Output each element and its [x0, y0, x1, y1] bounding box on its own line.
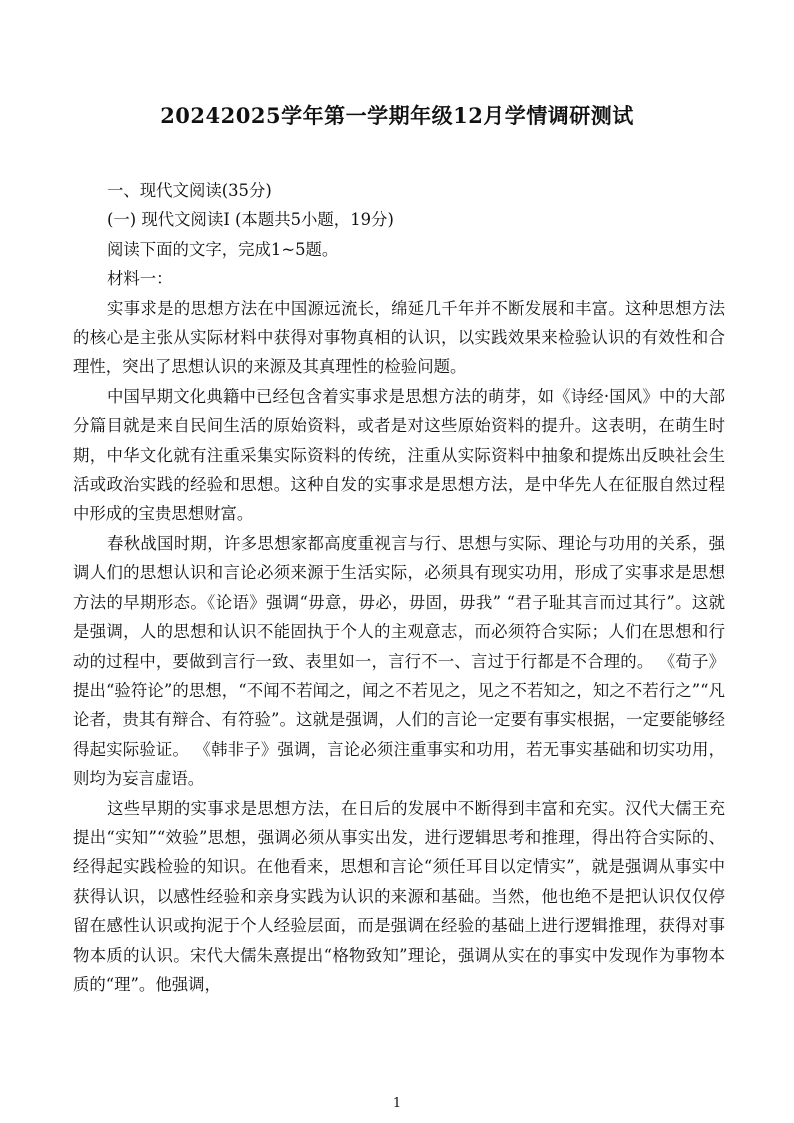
page-title: 20242025学年第一学期年级12月学情调研测试: [160, 103, 634, 128]
subsection-heading: (一) 现代文阅读I (本题共5小题，19分): [107, 210, 394, 230]
page-number: 1: [392, 1096, 402, 1111]
section-heading: 一、现代文阅读(35分): [107, 181, 272, 200]
paragraph-4: 这些早期的实事求是思想方法，在日后的发展中不断得到丰富和充实。汉代大儒王充提出“实知”“效验”思想，强调必须从事实出发，进行逻辑思考和推理，得出符合实际的、经得起实践检验的知识。在他看来，思想和言论“须任耳目以定情实”，就是强调从事实中获得认识，以感性经验和亲身实践为认识的来源和基础。当然，他也绝不是把认识仅仅停留在感性认识或拘泥于个人经验层面，而是强调在经验的基础上进行逻辑推理，获得对事物本质的认识。宋代大儒朱熹提出“格物致知”理论，强调从实在的事实中发现作为事物本质的“理”。他强调，: [73, 798, 725, 994]
document-body: [73, 176, 725, 999]
paragraph-1: 实事求是的思想方法在中国源远流长，绵延几千年并不断发展和丰富。这种思想方法的核心是主张从实际材料中获得对事物真相的认识，以实践效果来检验认识的有效性和合理性，突出了思想认识的来源及其真理性的检验问题。: [73, 298, 725, 377]
paragraph-3: 春秋战国时期，许多思想家都高度重视言与行、思想与实际、理论与功用的关系，强调人们的思想认识和言论必须来源于生活实际，必须具有现实功用，形成了实事求是思想方法的早期形态。《论语》强调“毋意，毋必，毋固，毋我” “君子耻其言而过其行”。这就是强调，人的思想和认识不能固执于个人的主观意志，而必须符合实际；人们在思想和行动的过程中，要做到言行一致、表里如一，言行不一、言过于行都是不合理的。 《荀子》提出“验符论”的思想，“不闻不若闻之，闻之不若见之，见之不若知之，知之不若行之”“凡论者，贵其有辩合、有符验”。这就是强调，人们的言论一定要有事实根据，一定要能够经得起实际验证。 《韩非子》强调，言论必须注重事实和功用，若无事实基础和切实功用，则均为妄言虚语。: [73, 533, 725, 789]
instruction-text: 阅读下面的文字，完成1~5题。: [107, 239, 339, 259]
paragraph-2: 中国早期文化典籍中已经包含着实事求是思想方法的萌芽，如《诗经·国风》中的大部分篇目就是来自民间生活的原始资料，或者是对这些原始资料的提升。这表明，在萌生时期，中华文化就有注重采集实际资料的传统，注重从实际资料中抽象和提炼出反映社会生活或政治实践的经验和思想。这种自发的实事求是思想方法，是中华先人在征服自然过程中形成的宝贵思想财富。: [73, 386, 725, 524]
material-label: 材料一：: [107, 269, 173, 289]
